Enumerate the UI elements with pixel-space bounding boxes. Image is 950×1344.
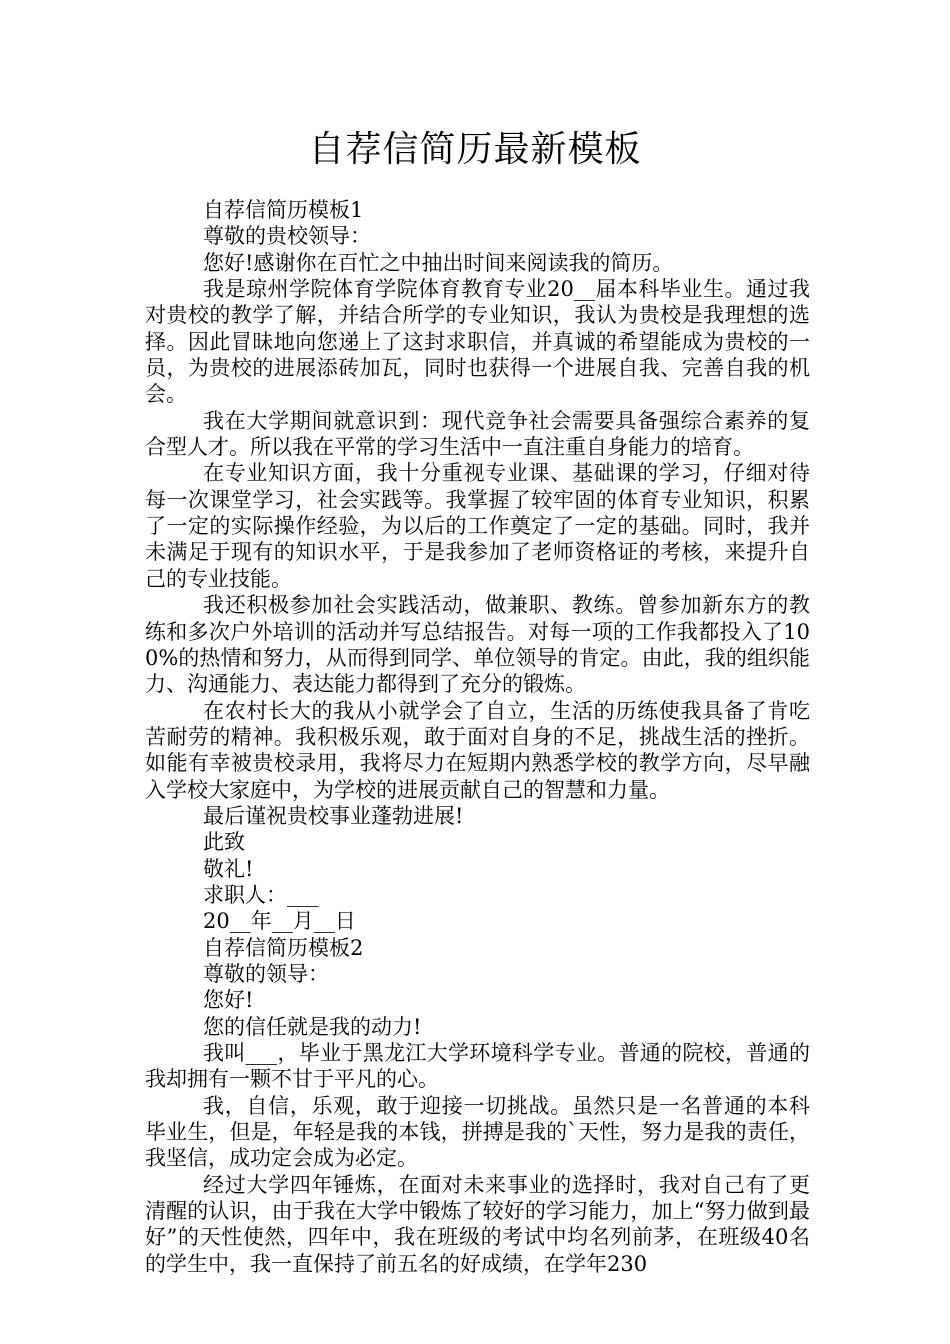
section-heading-template-1: 自荐信简历模板1 <box>203 198 364 222</box>
paragraph-intro: 我是琼州学院体育学院体育教育专业20__届本科毕业生。通过我对贵校的教学了解，并结合所学的专业知识，我认为贵校是我理想的选择。因此冒昧地向您递上了这封求职信，并真诚的希望能成为贵校的一员，为贵校的进展添砖加瓦，同时也获得一个进展自我、完善自我的机会。 <box>145 277 810 407</box>
salutation: 尊敬的贵校领导： <box>203 224 371 249</box>
paragraph-professional-knowledge: 在专业知识方面，我十分重视专业课、基础课的学习，仔细对待每一次课堂学习，社会实践等。我掌握了较牢固的体育专业知识，积累了一定的实际操作经验，为以后的工作奠定了一定的基础。同时，我并未满足于现有的知识水平，于是我参加了老师资格证的考核，来提升自己的专业技能。 <box>145 461 810 591</box>
paragraph-self-intro: 我叫___，毕业于黑龙江大学环境科学专业。普通的院校，普通的我却拥有一颗不甘于平凡的心。 <box>145 1041 810 1092</box>
closing-cizhi: 此致 <box>203 830 245 855</box>
greeting: 您好!感谢你在百忙之中抽出时间来阅读我的简历。 <box>203 250 674 275</box>
paragraph-personal-quality: 在农村长大的我从小就学会了自立，生活的历练使我具备了肯吃苦耐劳的精神。我积极乐观，敢于面对自身的不足，挑战生活的挫折。如能有幸被贵校录用，我将尽力在短期内熟悉学校的教学方向，尽早融入学校大家庭中，为学校的进展贡献自己的智慧和力量。 <box>145 698 810 802</box>
closing-wish: 最后谨祝贵校事业蓬勃进展! <box>203 803 464 828</box>
paragraph-awareness: 我在大学期间就意识到：现代竞争社会需要具备强综合素养的复合型人才。所以我在平常的学习生活中一直注重自身能力的培育。 <box>145 408 810 460</box>
greeting-2: 您好! <box>203 988 254 1013</box>
paragraph-social-practice: 我还积极参加社会实践活动，做兼职、教练。曾参加新东方的教练和多次户外培训的活动并写总结报告。对每一项的工作我都投入了100%的热情和努力，从而得到同学、单位领导的肯定。由此，我的组织能力、沟通能力、表达能力都得到了充分的锻炼。 <box>145 593 810 697</box>
closing-jingli: 敬礼! <box>203 856 254 881</box>
document-title: 自荐信简历最新模板 <box>308 129 642 170</box>
salutation-2: 尊敬的领导： <box>203 961 329 986</box>
paragraph-university-experience: 经过大学四年锤炼，在面对未来事业的选择时，我对自己有了更清醒的认识，由于我在大学中锻炼了较好的学习能力，加上“努力做到最好”的天性使然，四年中，我在班级的考试中均名列前茅，在班级40名的学生中，我一直保持了前五名的好成绩，在学年230 <box>145 1172 810 1276</box>
signature-date: 20__年__月__日 <box>203 909 356 934</box>
paragraph-confidence: 我，自信，乐观，敢于迎接一切挑战。虽然只是一名普通的本科毕业生，但是，年轻是我的本钱，拼搏是我的`天性，努力是我的责任，我坚信，成功定会成为必定。 <box>145 1093 810 1171</box>
document-body <box>145 197 810 1277</box>
motivation-line: 您的信任就是我的动力! <box>203 1014 422 1039</box>
section-heading-template-2: 自荐信简历模板2 <box>203 935 364 960</box>
signature-applicant: 求职人：___ <box>203 882 319 907</box>
